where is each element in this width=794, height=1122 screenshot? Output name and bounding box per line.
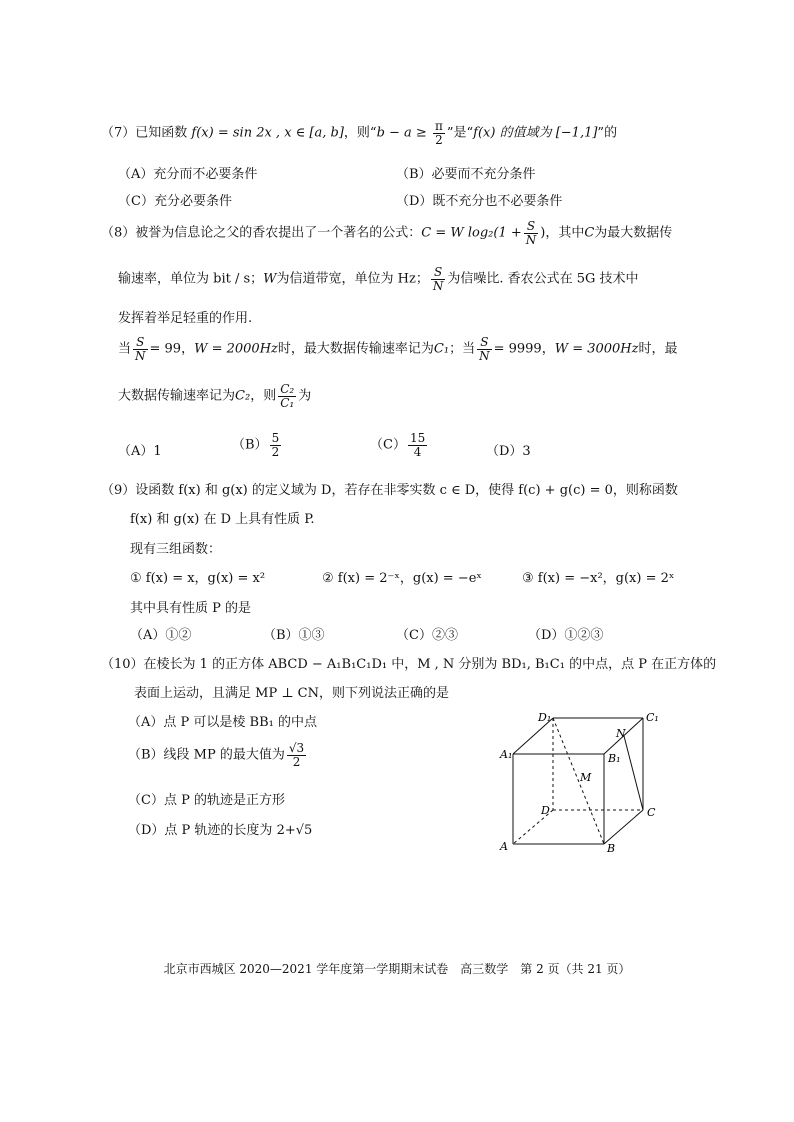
q8-line-4: 当 $\frac{S}{N}$ = 99，W = 2000Hz时，最大数据传输速率记为C₁；当 $\frac{S}{N}$ = 9999，W = 3000Hz时，最	[118, 335, 678, 363]
q9-option-d[interactable]: （D）①②③	[528, 628, 604, 643]
q8-sn-frac-2: $\frac{S}{N}$	[432, 265, 444, 293]
q8-line-3: 发挥着举足轻重的作用.	[118, 311, 253, 326]
label-b1: B₁	[608, 752, 621, 765]
q8-line-1: （8）被誉为信息论之父的香农提出了一个著名的公式：C = W log₂(1 + $\frac{S}{N}$ )，其中C为最大数据传	[101, 219, 673, 247]
q10-option-b[interactable]: （B）线段 MP 的最大值为 $\frac{√3}{2}$	[128, 741, 305, 769]
q8-line-2: 输速率，单位为 bit / s；W为信道带宽，单位为 Hz； $\frac{S}{N}$ 为信噪比. 香农公式在 5G 技术中	[118, 265, 639, 293]
q10-option-a[interactable]: （A）点 P 可以是棱 BB₁ 的中点	[128, 715, 317, 730]
q9-option-c[interactable]: （C）②③	[396, 628, 458, 643]
q10-line-2: 表面上运动，且满足 MP ⊥ CN，则下列说法正确的是	[134, 686, 450, 701]
label-n: N	[616, 727, 626, 740]
label-d: D	[541, 804, 550, 817]
q7-option-c[interactable]: （C）充分必要条件	[118, 194, 232, 209]
q8-option-a[interactable]: （A）1	[118, 444, 162, 459]
label-m: M	[580, 771, 592, 784]
q9-line-2: f(x) 和 g(x) 在 D 上具有性质 P.	[130, 512, 315, 527]
q7-stem: （7）已知函数 f(x) = sin 2x , x ∈ [a, b]，则“b − a ≥ $\frac{\pi}{2}$ ”是“f(x) 的值域为 [−1,1]”的	[101, 119, 618, 147]
q7-function: f(x) = sin 2x , x ∈ [a, b]	[191, 125, 344, 141]
page-footer: 北京市西城区 2020—2021 学年度第一学期期末试卷 高三数学 第 2 页（共 21 页）	[163, 962, 631, 976]
label-b: B	[607, 842, 616, 855]
q9-line-5: 其中具有性质 P 的是	[130, 601, 252, 616]
q10-line-1: （10）在棱长为 1 的正方体 ABCD − A₁B₁C₁D₁ 中，M , N 分别为 BD₁, B₁C₁ 的中点，点 P 在正方体的	[101, 657, 717, 672]
label-a1: A₁	[500, 748, 513, 761]
label-a: A	[500, 840, 508, 853]
q9-group-3: ③ f(x) = −x²，g(x) = 2ˣ	[522, 571, 675, 586]
q10-option-c[interactable]: （C）点 P 的轨迹是正方形	[128, 793, 285, 808]
q10-option-d[interactable]: （D）点 P 轨迹的长度为 2+√5	[128, 823, 313, 838]
q8-sn-frac-4: $\frac{S}{N}$	[479, 335, 490, 363]
q8-sn-frac-3: $\frac{S}{N}$	[135, 335, 146, 363]
q7-option-b[interactable]: （B）必要而不充分条件	[396, 167, 536, 182]
q9-option-a[interactable]: （A）①②	[130, 628, 192, 643]
label-c: C	[647, 806, 656, 819]
q9-group-2: ② f(x) = 2⁻ˣ，g(x) = −eˣ	[322, 571, 482, 586]
q8-sn-frac-1: $\frac{S}{N}$	[525, 219, 537, 247]
q8-c-frac: $\frac{\text{C₂}}{\text{C₁}}$	[280, 382, 295, 410]
label-d1: D₁	[538, 711, 552, 724]
q9-line-3: 现有三组函数：	[130, 542, 222, 557]
cube-figure	[496, 706, 666, 858]
q9-line-1: （9）设函数 f(x) 和 g(x) 的定义域为 D，若存在非零实数 c ∈ D，使得 f(c) + g(c) = 0，则称函数	[101, 483, 678, 498]
q7-option-d[interactable]: （D）既不充分也不必要条件	[396, 194, 563, 209]
q8-option-d[interactable]: （D）3	[486, 444, 531, 459]
label-c1: C₁	[646, 711, 659, 724]
q7-pi-frac: $\frac{\pi}{2}$	[434, 119, 443, 147]
q9-group-1: ① f(x) = x，g(x) = x²	[130, 571, 266, 586]
q8-option-b[interactable]: （B） $\frac{5}{2}$	[232, 431, 280, 459]
q9-option-b[interactable]: （B）①③	[263, 628, 325, 643]
q8-option-c[interactable]: （C） $\frac{15}{4}$	[370, 431, 426, 459]
q7-option-a[interactable]: （A）充分而不必要条件	[118, 167, 258, 182]
q8-line-5: 大数据传输速率记为C₂，则 $\frac{\text{C₂}}{\text{C₁}}$ 为	[118, 382, 312, 410]
